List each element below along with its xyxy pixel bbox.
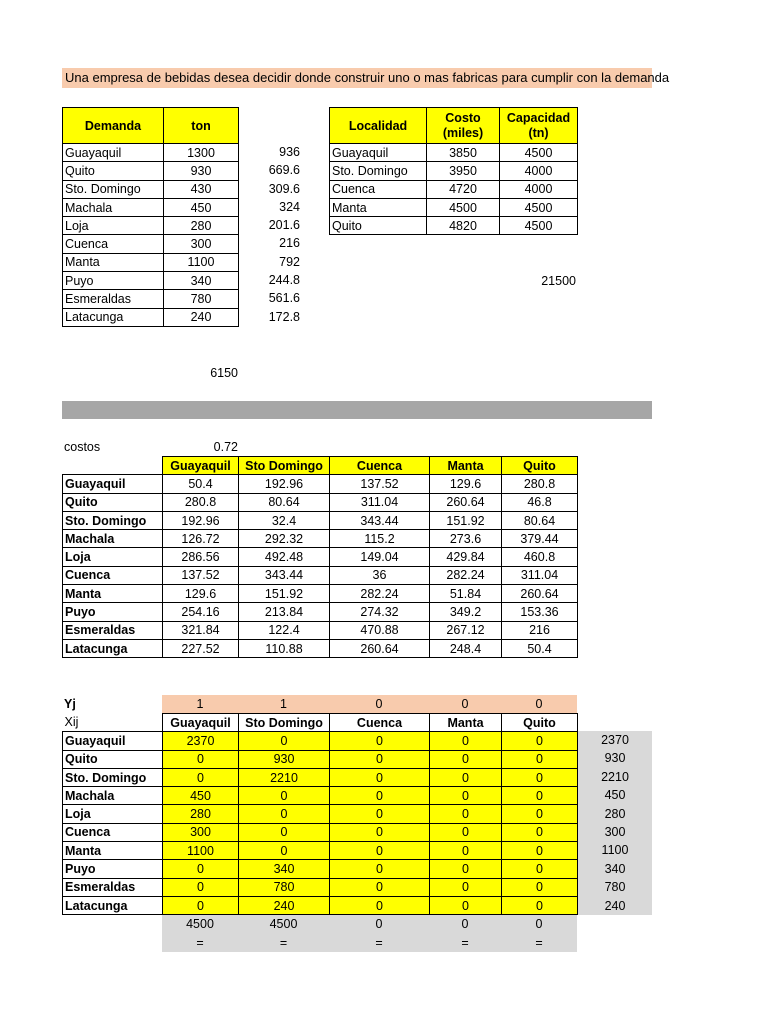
cost-cell: 80.64 (239, 493, 330, 511)
assign-cell[interactable]: 0 (430, 860, 502, 878)
adjusted-demand-value: 244.8 (268, 273, 300, 288)
cost-cell: 153.36 (502, 603, 578, 621)
demand-ton: 340 (164, 272, 239, 290)
assign-col-header: Sto Domingo (239, 714, 330, 732)
location-row (330, 217, 578, 235)
cost-cell: 192.96 (163, 511, 239, 529)
row-sum-value: 450 (604, 788, 626, 803)
assign-cell[interactable]: 2370 (163, 732, 239, 750)
assign-cell[interactable]: 0 (430, 842, 502, 860)
costs-row (63, 621, 578, 639)
cost-cell: 248.4 (430, 639, 502, 657)
row-sum-value: 280 (604, 806, 626, 821)
adjusted-demand-column (240, 143, 300, 326)
adjusted-demand-value: 216 (279, 236, 300, 251)
cost-cell: 137.52 (163, 566, 239, 584)
assign-row (63, 823, 578, 841)
demand-ton: 930 (164, 162, 239, 180)
demand-city: Puyo (63, 272, 164, 290)
costs-row-label: Esmeraldas (63, 621, 163, 639)
assign-row-label: Manta (63, 842, 163, 860)
cost-cell: 267.12 (430, 621, 502, 639)
assign-cell[interactable]: 0 (239, 732, 330, 750)
assign-cell[interactable]: 0 (163, 750, 239, 768)
yj-row (162, 695, 577, 713)
assign-cell[interactable]: 0 (330, 768, 430, 786)
yj-value: 0 (375, 697, 383, 711)
location-name: Cuenca (330, 180, 427, 198)
assign-col-header: Manta (430, 714, 502, 732)
column-total: 4500 (269, 917, 298, 931)
cost-cell: 126.72 (163, 530, 239, 548)
location-table (329, 107, 578, 235)
costs-row (63, 548, 578, 566)
demand-city: Quito (63, 162, 164, 180)
assign-row (63, 732, 578, 750)
assign-cell[interactable]: 0 (330, 732, 430, 750)
costs-col-header: Manta (430, 457, 502, 475)
section-divider (62, 401, 652, 419)
problem-statement: Una empresa de bebidas desea decidir donde construir uno o mas fabricas para cumplir con la demanda (62, 68, 652, 88)
demand-header: Demanda (63, 108, 164, 144)
demand-row (63, 235, 239, 253)
localidad-header: Localidad (330, 108, 427, 144)
assign-row (63, 842, 578, 860)
equality-sign: = (535, 936, 543, 950)
cost-cell: 492.48 (239, 548, 330, 566)
equality-sign: = (279, 936, 288, 950)
cost-cell: 32.4 (239, 511, 330, 529)
row-sum-value: 300 (604, 824, 626, 839)
demand-row (63, 180, 239, 198)
cost-cell: 311.04 (502, 566, 578, 584)
assign-row-label: Puyo (63, 860, 163, 878)
assign-cell[interactable]: 0 (430, 768, 502, 786)
assign-cell[interactable]: 0 (502, 860, 578, 878)
cost-cell: 349.2 (430, 603, 502, 621)
assign-cell[interactable]: 0 (330, 860, 430, 878)
cost-cell: 379.44 (502, 530, 578, 548)
assign-cell[interactable]: 0 (239, 787, 330, 805)
cost-cell: 280.8 (163, 493, 239, 511)
assign-cell[interactable]: 280 (163, 805, 239, 823)
demand-city: Sto. Domingo (63, 180, 164, 198)
assign-cell[interactable]: 0 (163, 860, 239, 878)
assign-cell[interactable]: 0 (330, 805, 430, 823)
location-cost: 4500 (427, 198, 500, 216)
cost-cell: 36 (330, 566, 430, 584)
assign-cell[interactable]: 0 (330, 823, 430, 841)
demand-city: Cuenca (63, 235, 164, 253)
costo-header: Costo (miles) (427, 108, 500, 144)
assign-cell[interactable]: 0 (502, 842, 578, 860)
yj-value: 0 (461, 697, 469, 711)
adjusted-demand-value: 792 (279, 254, 300, 269)
assign-row-label: Sto. Domingo (63, 768, 163, 786)
costs-row-label: Quito (63, 493, 163, 511)
assign-cell[interactable]: 0 (430, 750, 502, 768)
yj-label: Yj (64, 697, 76, 711)
cost-factor: 0.72 (213, 440, 238, 454)
column-total: 0 (461, 917, 469, 931)
assign-row (63, 878, 578, 896)
location-row (330, 144, 578, 162)
demand-ton: 280 (164, 217, 239, 235)
demand-city: Loja (63, 217, 164, 235)
assign-cell[interactable]: 0 (430, 823, 502, 841)
assign-col-header: Cuenca (330, 714, 430, 732)
demand-row (63, 290, 239, 308)
demand-row (63, 217, 239, 235)
assign-row (63, 768, 578, 786)
assign-row (63, 805, 578, 823)
cost-cell: 151.92 (239, 585, 330, 603)
location-row (330, 180, 578, 198)
yj-value: 1 (196, 697, 204, 711)
assign-cell[interactable]: 0 (502, 878, 578, 896)
demand-row (63, 308, 239, 326)
cost-cell: 122.4 (239, 621, 330, 639)
cost-cell: 46.8 (502, 493, 578, 511)
assign-cell[interactable]: 300 (163, 823, 239, 841)
assign-cell[interactable]: 0 (330, 896, 430, 914)
assign-cell[interactable]: 0 (330, 878, 430, 896)
location-cost: 4820 (427, 217, 500, 235)
location-capacity: 4500 (500, 198, 578, 216)
cost-cell: 110.88 (239, 639, 330, 657)
costs-table (62, 456, 578, 658)
assign-cell[interactable]: 0 (239, 823, 330, 841)
row-sum-value: 780 (604, 880, 626, 895)
cost-cell: 470.88 (330, 621, 430, 639)
cost-cell: 137.52 (330, 475, 430, 493)
adjusted-demand-value: 669.6 (268, 163, 300, 178)
assign-cell[interactable]: 240 (239, 896, 330, 914)
assign-col-header: Quito (502, 714, 578, 732)
adjusted-demand-value: 201.6 (268, 218, 300, 233)
costs-col-header: Guayaquil (163, 457, 239, 475)
assign-cell[interactable]: 0 (430, 805, 502, 823)
assign-cell[interactable]: 930 (239, 750, 330, 768)
assign-cell[interactable]: 0 (163, 878, 239, 896)
cost-cell: 292.32 (239, 530, 330, 548)
row-sum-value: 1100 (601, 843, 629, 858)
location-name: Quito (330, 217, 427, 235)
cost-cell: 286.56 (163, 548, 239, 566)
adjusted-demand-value: 324 (279, 199, 300, 214)
cost-cell: 460.8 (502, 548, 578, 566)
assign-cell[interactable]: 0 (163, 768, 239, 786)
cost-cell: 260.64 (430, 493, 502, 511)
cost-cell: 213.84 (239, 603, 330, 621)
assign-cell[interactable]: 2210 (239, 768, 330, 786)
demand-ton: 1300 (164, 144, 239, 162)
cost-cell: 311.04 (330, 493, 430, 511)
assign-row-label: Guayaquil (63, 732, 163, 750)
assign-cell[interactable]: 0 (163, 896, 239, 914)
assign-cell[interactable]: 780 (239, 878, 330, 896)
row-sums-column (578, 731, 652, 915)
assign-row-label: Esmeraldas (63, 878, 163, 896)
assign-cell[interactable]: 0 (502, 805, 578, 823)
assign-cell[interactable]: 340 (239, 860, 330, 878)
costs-row (63, 493, 578, 511)
assign-cell[interactable]: 0 (502, 768, 578, 786)
assign-cell[interactable]: 0 (239, 805, 330, 823)
cost-cell: 343.44 (330, 511, 430, 529)
assign-cell[interactable]: 450 (163, 787, 239, 805)
location-row (330, 198, 578, 216)
location-name: Sto. Domingo (330, 162, 427, 180)
adjusted-demand-value: 561.6 (268, 291, 300, 306)
cost-cell: 129.6 (163, 585, 239, 603)
costs-col-header: Quito (502, 457, 578, 475)
assign-row-label: Quito (63, 750, 163, 768)
column-total: 4500 (186, 917, 214, 931)
cost-cell: 50.4 (502, 639, 578, 657)
cost-cell: 260.64 (330, 639, 430, 657)
cost-cell: 274.32 (330, 603, 430, 621)
costs-row-label: Puyo (63, 603, 163, 621)
yj-value: 1 (280, 697, 287, 711)
capacidad-header: Capacidad (tn) (500, 108, 578, 144)
costs-row (63, 585, 578, 603)
location-cost: 3850 (427, 144, 500, 162)
cost-cell: 343.44 (239, 566, 330, 584)
demand-city: Guayaquil (63, 144, 164, 162)
cost-cell: 254.16 (163, 603, 239, 621)
costs-row (63, 566, 578, 584)
demand-ton: 450 (164, 198, 239, 216)
assign-cell[interactable]: 0 (330, 750, 430, 768)
assignment-table (62, 713, 578, 915)
demand-city: Latacunga (63, 308, 164, 326)
demand-row (63, 162, 239, 180)
cost-cell: 115.2 (330, 530, 430, 548)
location-cost: 4720 (427, 180, 500, 198)
total-capacity: 21500 (541, 274, 576, 288)
demand-ton: 1100 (164, 253, 239, 271)
cost-cell: 282.24 (430, 566, 502, 584)
equality-sign: = (461, 936, 469, 950)
costs-row-label: Latacunga (63, 639, 163, 657)
assign-cell[interactable]: 0 (430, 878, 502, 896)
location-name: Manta (330, 198, 427, 216)
cost-cell: 280.8 (502, 475, 578, 493)
location-cost: 3950 (427, 162, 500, 180)
costs-row (63, 639, 578, 657)
costs-row-label: Manta (63, 585, 163, 603)
yj-value: 0 (535, 697, 543, 711)
costs-row (63, 511, 578, 529)
row-sum-value: 340 (604, 861, 626, 876)
demand-row (63, 253, 239, 271)
column-total: 0 (375, 917, 383, 931)
assign-row-label: Loja (63, 805, 163, 823)
assign-cell[interactable]: 0 (502, 732, 578, 750)
cost-cell: 273.6 (430, 530, 502, 548)
demand-ton: 240 (164, 308, 239, 326)
assign-row (63, 750, 578, 768)
adjusted-demand-value: 936 (279, 145, 300, 159)
cost-cell: 429.84 (430, 548, 502, 566)
column-total: 0 (535, 917, 543, 931)
assign-row (63, 860, 578, 878)
cost-cell: 192.96 (239, 475, 330, 493)
demand-city: Manta (63, 253, 164, 271)
column-totals-block (162, 915, 577, 952)
assign-row (63, 787, 578, 805)
assign-cell[interactable]: 0 (430, 732, 502, 750)
costs-col-header: Cuenca (330, 457, 430, 475)
demand-ton: 430 (164, 180, 239, 198)
costs-row-label: Guayaquil (63, 475, 163, 493)
cost-cell: 227.52 (163, 639, 239, 657)
location-capacity: 4500 (500, 144, 578, 162)
demand-ton: 780 (164, 290, 239, 308)
ton-header: ton (164, 108, 239, 144)
assign-row-label: Machala (63, 787, 163, 805)
cost-cell: 260.64 (502, 585, 578, 603)
demand-total: 6150 (210, 366, 238, 380)
costs-corner (63, 457, 163, 475)
adjusted-demand-value: 309.6 (268, 181, 300, 196)
costs-row (63, 475, 578, 493)
equality-sign: = (196, 936, 204, 950)
cost-cell: 80.64 (502, 511, 578, 529)
xij-label: Xij (64, 715, 79, 730)
row-sum-value: 240 (604, 898, 626, 913)
equality-sign: = (375, 936, 383, 950)
demand-table (62, 107, 239, 327)
demand-row (63, 198, 239, 216)
costs-label: costos (64, 440, 101, 454)
location-capacity: 4000 (500, 162, 578, 180)
assign-cell[interactable]: 0 (430, 787, 502, 805)
demand-row (63, 272, 239, 290)
row-sum-value: 2210 (601, 769, 629, 784)
demand-ton: 300 (164, 235, 239, 253)
costs-row-label: Loja (63, 548, 163, 566)
cost-cell: 50.4 (163, 475, 239, 493)
assign-cell[interactable]: 0 (502, 896, 578, 914)
location-capacity: 4500 (500, 217, 578, 235)
adjusted-demand-value: 172.8 (268, 309, 300, 324)
assign-row-label: Cuenca (63, 823, 163, 841)
demand-city: Machala (63, 198, 164, 216)
assign-row-label: Latacunga (63, 896, 163, 914)
assign-cell[interactable]: 1100 (163, 842, 239, 860)
assign-cell[interactable]: 0 (502, 823, 578, 841)
costs-row-label: Machala (63, 530, 163, 548)
costs-col-header: Sto Domingo (239, 457, 330, 475)
cost-cell: 216 (502, 621, 578, 639)
assign-cell[interactable]: 0 (330, 842, 430, 860)
demand-city: Esmeraldas (63, 290, 164, 308)
location-capacity: 4000 (500, 180, 578, 198)
costs-row-label: Sto. Domingo (63, 511, 163, 529)
costs-row (63, 530, 578, 548)
cost-cell: 51.84 (430, 585, 502, 603)
row-sum-value: 930 (604, 751, 626, 766)
assign-cell[interactable]: 0 (330, 787, 430, 805)
assign-cell[interactable]: 0 (430, 896, 502, 914)
location-row (330, 162, 578, 180)
assign-row (63, 896, 578, 914)
cost-cell: 151.92 (430, 511, 502, 529)
cost-cell: 321.84 (163, 621, 239, 639)
cost-cell: 282.24 (330, 585, 430, 603)
cost-cell: 149.04 (330, 548, 430, 566)
assign-col-header: Guayaquil (163, 714, 239, 732)
assign-cell[interactable]: 0 (502, 750, 578, 768)
assign-cell[interactable]: 0 (502, 787, 578, 805)
row-sum-value: 2370 (601, 733, 629, 747)
cost-cell: 129.6 (430, 475, 502, 493)
costs-row (63, 603, 578, 621)
assign-cell[interactable]: 0 (239, 842, 330, 860)
costs-row-label: Cuenca (63, 566, 163, 584)
demand-row (63, 144, 239, 162)
location-name: Guayaquil (330, 144, 427, 162)
